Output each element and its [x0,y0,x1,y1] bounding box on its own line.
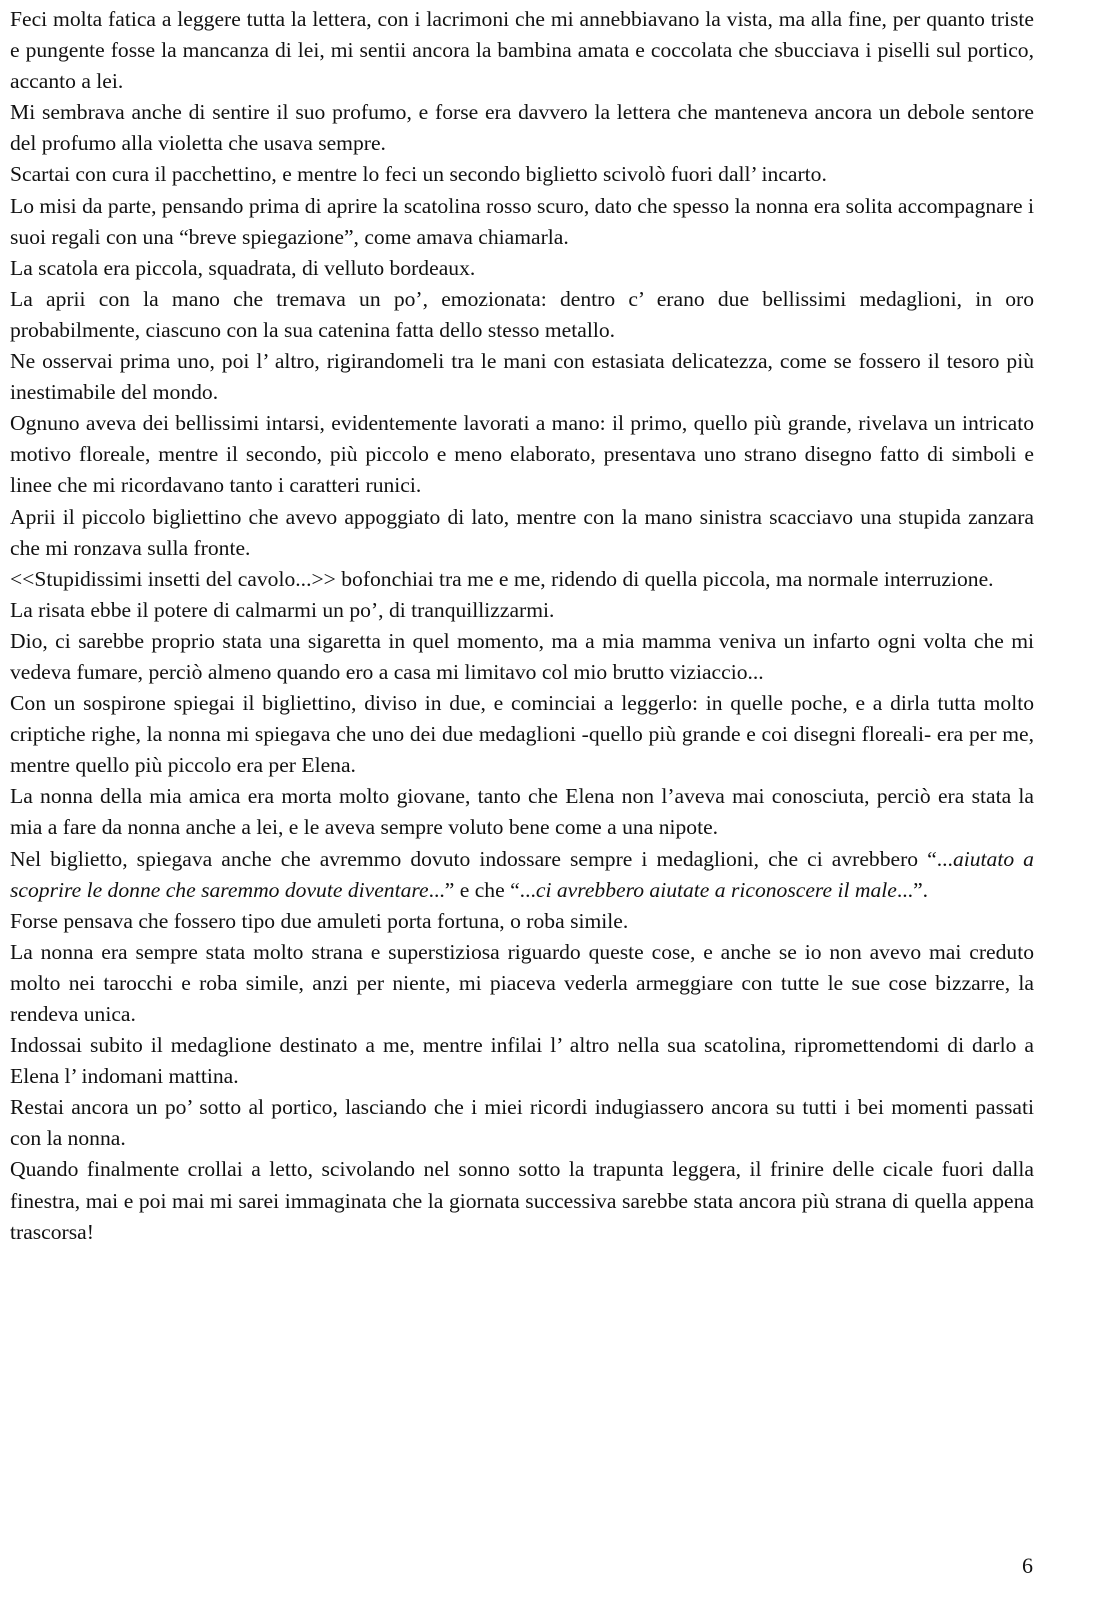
paragraph-10: <<Stupidissimi insetti del cavolo...>> bofonchiai tra me e me, ridendo di quella piccola, ma normale interruzione. [10,566,994,591]
paragraph-2: Mi sembrava anche di sentire il suo profumo, e forse era davvero la lettera che manteneva ancora un debole sentore del profumo alla violetta che usava sempre. [10,100,1034,156]
paragraph-8: Ognuno aveva dei bellissimi intarsi, evidentemente lavorati a mano: il primo, quello più grande, rivelava un intricato motivo floreale, mentre il secondo, più piccolo e meno elaborato, presentava uno strano disegno fatto di simboli e linee che mi ricordavano tanto i caratteri runici. [10,411,1034,498]
quote-italic-2: ci avrebbero aiutate a riconoscere il male [535,877,897,902]
paragraph-12: Dio, ci sarebbe proprio stata una sigaretta in quel momento, ma a mia mamma veniva un infarto ogni volta che mi vedeva fumare, perciò almeno quando ero a casa mi limitavo col mio brutto viziaccio... [10,628,1034,684]
quote-before: Nel biglietto, spiegava anche che avremmo dovuto indossare sempre i medaglioni, che ci avrebbero “... [10,846,953,871]
paragraph-18: Indossai subito il medaglione destinato a me, mentre infilai l’ altro nella sua scatolina, ripromettendomi di darlo a Elena l’ indomani mattina. [10,1033,1034,1089]
paragraph-15 [10,844,1034,906]
paragraph-20: Quando finalmente crollai a letto, scivolando nel sonno sotto la trapunta leggera, il frinire delle cicale fuori dalla finestra, mai e poi mai mi sarei immaginata che la giornata successiva sarebbe stata ancora più strana di quella appena trascorsa! [10,1157,1034,1244]
document-page [10,0,1034,1600]
paragraph-3: Scartai con cura il pacchettino, e mentre lo feci un secondo biglietto scivolò fuori dall’ incarto. [10,162,827,187]
quote-after: ...”. [896,877,929,902]
quote-italic-1: aiutato a scoprire le donne che saremmo dovute diventare [10,846,1034,902]
paragraph-6: La aprii con la mano che tremava un po’, emozionata: dentro c’ erano due bellissimi medaglioni, in oro probabilmente, ciascuno con la sua catenina fatta dello stesso metallo. [10,286,1034,342]
paragraph-4: Lo misi da parte, pensando prima di aprire la scatolina rosso scuro, dato che spesso la nonna era solita accompagnare i suoi regali con una “breve spiegazione”, come amava chiamarla. [10,193,1034,249]
quote-middle: ...” e che “... [428,877,536,902]
body-text [10,4,1034,1248]
paragraph-11: La risata ebbe il potere di calmarmi un po’, di tranquillizzarmi. [10,597,555,622]
paragraph-14: La nonna della mia amica era morta molto giovane, tanto che Elena non l’aveva mai conosciuta, perciò era stata la mia a fare da nonna anche a lei, e le aveva sempre voluto bene come a una nipote. [10,784,1034,840]
paragraph-5: La scatola era piccola, squadrata, di velluto bordeaux. [10,255,476,280]
page-number: 6 [1022,1553,1033,1578]
paragraph-7: Ne osservai prima uno, poi l’ altro, rigirandomeli tra le mani con estasiata delicatezza, come se fossero il tesoro più inestimabile del mondo. [10,349,1034,405]
paragraph-16: Forse pensava che fossero tipo due amuleti porta fortuna, o roba simile. [10,908,629,933]
paragraph-9: Aprii il piccolo bigliettino che avevo appoggiato di lato, mentre con la mano sinistra scacciavo una stupida zanzara che mi ronzava sulla fronte. [10,504,1034,560]
paragraph-13: Con un sospirone spiegai il bigliettino, diviso in due, e cominciai a leggerlo: in quelle poche, e a dirla tutta molto criptiche righe, la nonna mi spiegava che uno dei due medaglioni -quello più grande e coi disegni floreali- era per me, mentre quello più piccolo era per Elena. [10,691,1034,778]
paragraph-19: Restai ancora un po’ sotto al portico, lasciando che i miei ricordi indugiassero ancora su tutti i bei momenti passati con la nonna. [10,1095,1034,1151]
paragraph-1: Feci molta fatica a leggere tutta la lettera, con i lacrimoni che mi annebbiavano la vista, ma alla fine, per quanto triste e pungente fosse la mancanza di lei, mi sentii ancora la bambina amata e coccolata che sbucciava i piselli sul portico, accanto a lei. [10,7,1034,94]
paragraph-17: La nonna era sempre stata molto strana e superstiziosa riguardo queste cose, e anche se io non avevo mai creduto molto nei tarocchi e roba simile, anzi per niente, mi piaceva vederla armeggiare con tutte le sue cose bizzarre, la rendeva unica. [10,939,1034,1026]
